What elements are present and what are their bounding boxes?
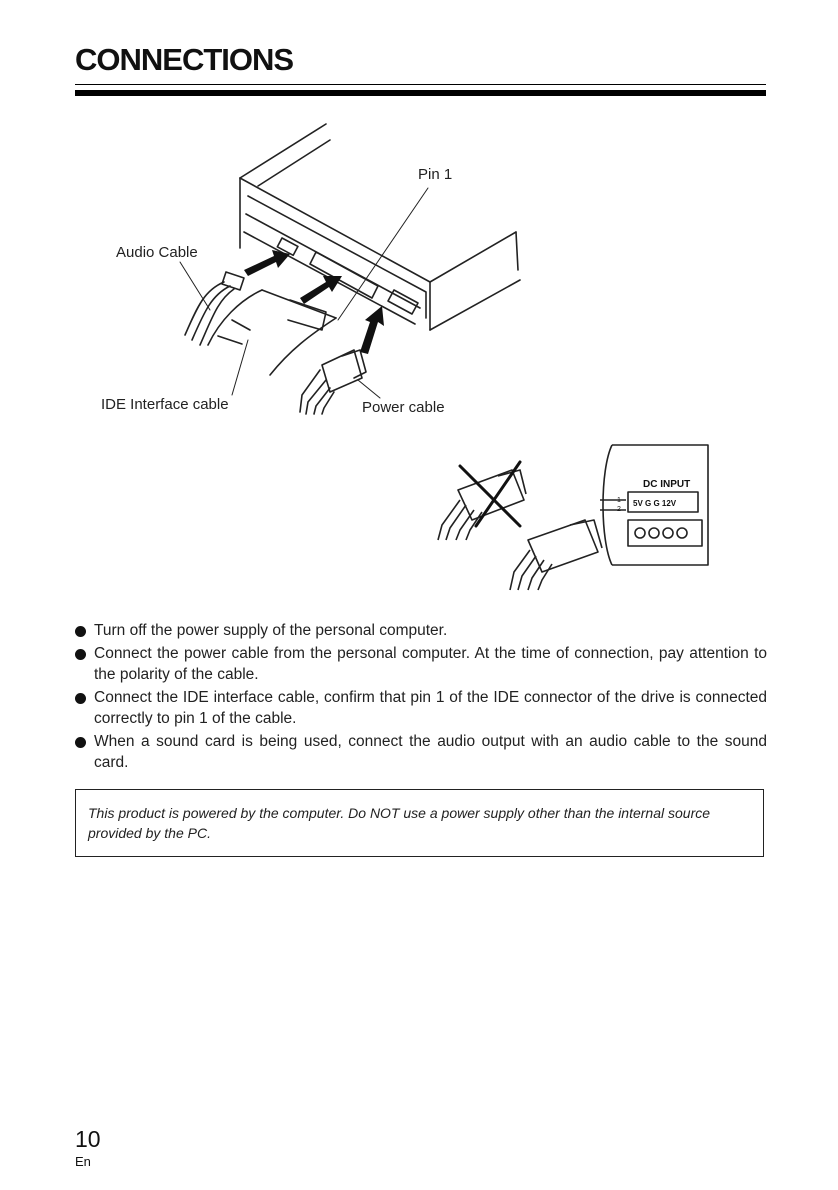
power-cable-label: Power cable (362, 399, 445, 416)
pin-voltage-labels: 5V G G 12V (633, 499, 677, 508)
list-item: Connect the power cable from the personal computer. At the time of connection, pay attention to the polarity of the cable. (75, 643, 767, 686)
page-number: 10 (75, 1126, 101, 1152)
cd-drive-illustration (240, 124, 520, 330)
list-item: Turn off the power supply of the personal computer. (75, 620, 767, 642)
list-item: Connect the IDE interface cable, confirm that pin 1 of the IDE connector of the drive is connected correctly to pin 1 of the cable. (75, 687, 767, 730)
audio-cable-label: Audio Cable (116, 244, 198, 261)
row-1-label: 1 (617, 497, 621, 504)
ide-cable-label: IDE Interface cable (101, 396, 229, 413)
instruction-list (75, 620, 767, 775)
ide-ribbon-cable (208, 290, 336, 375)
notice-box: This product is powered by the computer. Do NOT use a power supply other than the internal source provided by the PC. (75, 789, 764, 857)
list-item: When a sound card is being used, connect the audio output with an audio cable to the sound card. (75, 731, 767, 774)
language-label: En (75, 1154, 91, 1169)
row-2-label: 2 (617, 506, 621, 513)
power-cable-illustration (300, 350, 366, 414)
polarity-diagram (438, 445, 708, 590)
pin1-label: Pin 1 (418, 166, 453, 183)
page-title: CONNECTIONS (75, 42, 294, 77)
dc-input-label: DC INPUT (643, 479, 691, 490)
